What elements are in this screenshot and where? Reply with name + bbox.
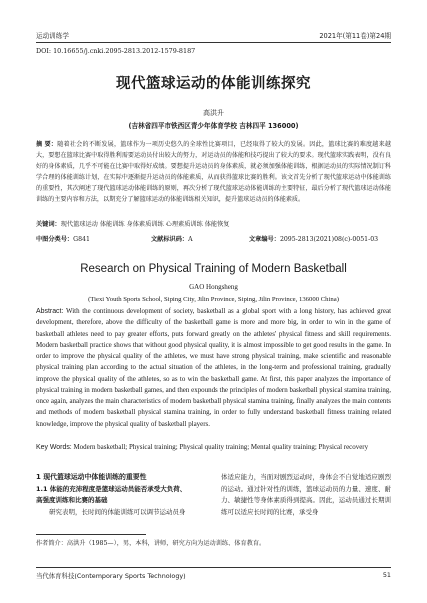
chinese-keywords-label: 关键词：: [36, 221, 61, 228]
english-abstract-text: With the continuous development of society, basketball as a global sport with a long history, has achieved great development, therefore, above the difficulty of the basketball game is more and more big, in order to win in the game of basketball athletes need to pay greater efforts, puts forward greatly on the athletes' physical fitness and skill requirements. Modern basketball practice shows that without good physical quality, it is almost impossible to get good results in the game. In order to improve the physical quality of the athletes, we must have strong physical training, make scientific and reasonable physical training plan according to the actual situation of the athletes, in the long-term and professional training, gradually improve the physical quality of the athletes, so as to win the basketball game. At first, this paper analyzes the importance of physical training in modern basketball games, and then expounds the principles of modern basketball physical stamina training, once again, analyzes the main characteristics of modern basketball physical stamina training, finally analyzes the main contents and methods of modern basketball physical stamina training, in order to fully understand basketball fitness training related knowledge, improve the physical quality of basketball players.: [36, 307, 391, 428]
running-footer: [36, 571, 391, 581]
journal-name: 当代体育科技(Contemporary Sports Technology): [36, 572, 186, 580]
english-title: Research on Physical Training of Modern Basketball: [80, 263, 347, 275]
subsection-heading-1-1-line2: 高强度训练和比赛的基础: [36, 496, 108, 505]
chinese-abstract-label: 摘 要：: [36, 141, 58, 148]
english-abstract-label: Abstract:: [36, 308, 64, 315]
chinese-title: 现代篮球运动的体能训练探究: [116, 76, 311, 92]
clc-number: [36, 234, 90, 243]
doccode-label: 文献标识码：: [151, 236, 189, 243]
body-column-right: [221, 472, 391, 518]
english-keywords: [36, 442, 391, 453]
header-rule: [36, 42, 391, 43]
clc-label: 中图分类号：: [36, 236, 74, 243]
section-heading-1: 1 现代篮球运动中体能训练的重要性: [36, 473, 147, 481]
author-footnote: 作者简介：高洪升（1985—），男，本科，讲师，研究方向为运动训练、体育教育。: [36, 540, 266, 547]
running-header: [36, 30, 391, 42]
page-number: 51: [382, 571, 391, 579]
doccode-value: A: [188, 236, 193, 243]
article-number: [249, 234, 378, 243]
chinese-keywords-text: 现代篮球运动 体能训练 身体素质训练 心理素质训练 体能恢复: [60, 221, 230, 228]
chinese-abstract: [36, 140, 391, 205]
body-paragraph-left: 研究表明，长时间的体能训练可以调节运动员身: [49, 507, 186, 516]
english-author: GAO Hongsheng: [189, 283, 238, 291]
chinese-abstract-text: 随着社会的不断发展，篮球作为一项历史悠久的全球性比赛项目，已经取得了较大的发展。因此，篮球比赛的难度越来越大，要想在篮球比赛中取得胜利需要运动员付出较大的努力，对运动员的体能和技巧提出了较大的要求。现代篮球实践表明，没有良好的身体素质，几乎不可能在比赛中取得好成绩。要想提升运动员的身体素质，就必须加强体能训练，根据运动员的实际情况制订科学合理的体能训练计划，在实际中逐渐提升运动员的体能素质，从而获得篮球比赛的胜利。该文首先分析了现代篮球运动中体能训练的重要性，其次阐述了现代篮球运动体能训练的原则，再次分析了现代篮球运动体能训练的主要特征，最后分析了现代篮球运动体能训练的主要内容和方法，以期充分了解篮球运动的体能训练相关知识，提升篮球运动员的体能素质。: [36, 141, 391, 203]
article-label: 文章编号：: [249, 236, 280, 243]
footer-rule: [36, 567, 391, 568]
header-section: 运动训练学: [36, 32, 69, 40]
chinese-author: 高洪升: [203, 109, 224, 117]
clc-value: G841: [73, 236, 90, 243]
header-issue: 2021年(第11卷)第24期: [319, 32, 391, 40]
doi: DOI: 10.16655/j.cnki.2095-2813.2012-1579-8187: [36, 47, 196, 55]
body-paragraph-right: 体适应能力，当面对剧烈运动时，身体会不自觉地适应剧烈的运动。通过针对性的训练，篮球运动员的力量、速度、耐力、敏捷性等身体素质得到提高。因此，运动员通过长期训练可以适应长时间的比赛，承受身: [221, 473, 391, 516]
chinese-affiliation: (吉林省四平市铁西区青少年体育学校 吉林四平 136000): [128, 122, 299, 130]
document-code: [151, 234, 193, 243]
english-affiliation: (Tiexi Youth Sports School, Siping City, Jilin Province, Siping, Jilin Province, 136000 China): [88, 296, 339, 303]
classification-line: [36, 234, 391, 244]
english-keywords-label: Key Words:: [36, 444, 72, 451]
article-value: 2095-2813(2021)08(c)-0051-03: [279, 236, 379, 243]
footnote-rule: [36, 534, 146, 535]
english-keywords-text: Modern basketball; Physical training; Physical quality training; Mental quality training; Physical recovery: [71, 443, 369, 451]
english-abstract: [36, 306, 391, 430]
chinese-keywords: [36, 219, 391, 228]
body-column-left: [36, 472, 206, 518]
subsection-heading-1-1-line1: 1.1 体能的充沛程度是篮球运动员能否承受大负荷、: [36, 484, 187, 493]
